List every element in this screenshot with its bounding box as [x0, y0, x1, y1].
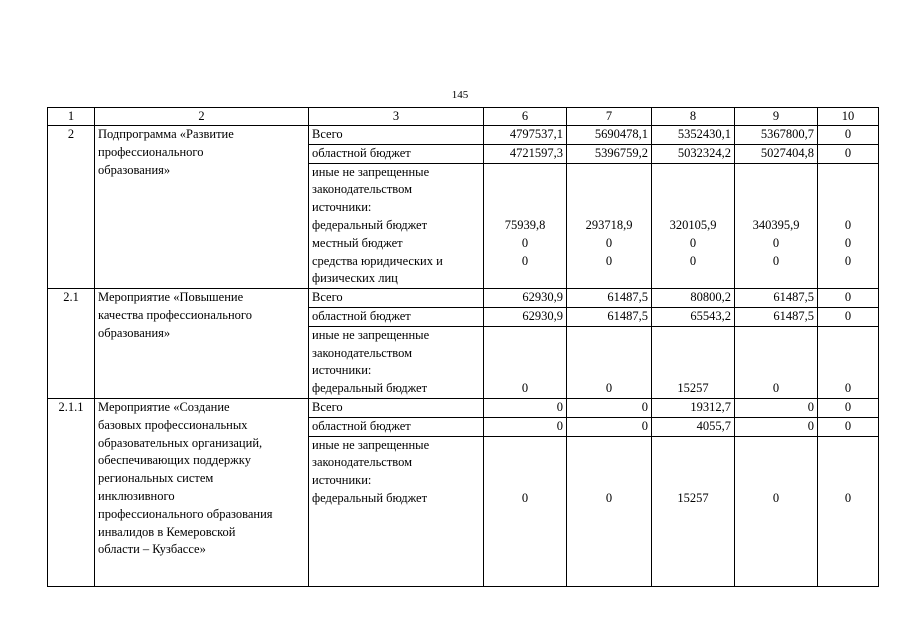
value-cell: 293718,9	[585, 217, 633, 232]
value-cell	[487, 181, 563, 199]
value-cell: 65543,2	[652, 307, 735, 326]
value-cell	[738, 270, 814, 288]
value-cell	[655, 454, 731, 472]
value-block	[652, 326, 735, 398]
value-cell: 0	[772, 235, 780, 250]
value-cell: 5027404,8	[735, 144, 818, 163]
value-cell	[738, 164, 814, 182]
value-cell	[570, 199, 648, 217]
value-cell: 0	[484, 398, 567, 417]
value-cell: 61487,5	[567, 289, 652, 308]
row-title-line: Мероприятие «Повышение	[98, 290, 244, 305]
value-cell	[821, 345, 875, 363]
value-cell	[738, 345, 814, 363]
column-header: 9	[735, 108, 818, 126]
value-cell	[821, 181, 875, 199]
source-label: источники:	[312, 363, 372, 378]
row-title-line: профессионального	[98, 144, 204, 159]
value-block	[567, 326, 652, 398]
value-cell	[655, 472, 731, 490]
value-cell	[655, 181, 731, 199]
value-block	[652, 436, 735, 586]
source-label: областной бюджет	[309, 307, 484, 326]
value-cell	[821, 270, 875, 288]
value-cell: 0	[772, 381, 780, 396]
column-header: 3	[309, 108, 484, 126]
table-row	[48, 289, 879, 308]
value-cell: 0	[844, 235, 852, 250]
value-cell	[570, 345, 648, 363]
column-header: 7	[567, 108, 652, 126]
source-label: законодательством	[312, 345, 413, 360]
value-cell: 0	[818, 126, 879, 145]
value-cell	[570, 164, 648, 182]
value-block	[818, 163, 879, 289]
row-title-line: Подпрограмма «Развитие	[98, 127, 234, 141]
value-cell: 0	[735, 417, 818, 436]
value-cell	[738, 472, 814, 490]
source-label: Всего	[309, 398, 484, 417]
value-block	[567, 163, 652, 289]
value-cell: 0	[818, 289, 879, 308]
value-cell	[655, 362, 731, 380]
page-number: 145	[451, 89, 469, 101]
value-block	[484, 436, 567, 586]
value-cell: 0	[605, 381, 613, 396]
value-cell: 0	[772, 490, 780, 505]
value-block	[735, 436, 818, 586]
source-label: Всего	[309, 289, 484, 308]
value-cell: 0	[818, 144, 879, 163]
value-cell: 0	[818, 307, 879, 326]
value-cell: 0	[521, 253, 529, 268]
value-cell: 0	[605, 253, 613, 268]
value-cell	[738, 327, 814, 345]
source-label: федеральный бюджет	[312, 490, 428, 505]
source-label: областной бюджет	[309, 144, 484, 163]
value-cell	[738, 362, 814, 380]
row-title-line: инвалидов в Кемеровской	[98, 524, 236, 539]
source-label: средства юридических и	[312, 253, 443, 268]
value-block	[818, 326, 879, 398]
column-header: 10	[818, 108, 879, 126]
value-cell: 19312,7	[652, 398, 735, 417]
value-block	[567, 436, 652, 586]
row-title-line: Мероприятие «Создание	[98, 399, 230, 414]
value-cell: 320105,9	[669, 217, 717, 232]
row-title-line: инклюзивного	[98, 488, 175, 503]
value-cell: 0	[735, 398, 818, 417]
value-cell	[738, 454, 814, 472]
row-title-line: образования»	[98, 325, 171, 340]
value-cell: 0	[521, 381, 529, 396]
value-cell: 0	[818, 398, 879, 417]
value-cell	[821, 327, 875, 345]
value-cell: 62930,9	[484, 289, 567, 308]
value-cell	[655, 345, 731, 363]
column-header: 6	[484, 108, 567, 126]
source-label: источники:	[312, 473, 372, 488]
value-cell	[487, 345, 563, 363]
value-cell	[570, 362, 648, 380]
source-label-block	[309, 163, 484, 289]
value-cell: 4797537,1	[484, 126, 567, 145]
value-cell: 0	[605, 235, 613, 250]
value-block	[652, 163, 735, 289]
value-cell	[821, 437, 875, 455]
row-number: 2	[48, 126, 95, 289]
value-cell	[655, 164, 731, 182]
table-body	[48, 126, 879, 587]
row-title-line: образования»	[98, 162, 171, 177]
value-cell: 5690478,1	[567, 126, 652, 145]
value-cell	[655, 199, 731, 217]
value-cell	[738, 181, 814, 199]
table-row	[48, 126, 879, 145]
row-title	[95, 289, 309, 399]
value-cell: 15257	[677, 381, 709, 396]
row-title	[95, 126, 309, 289]
source-label: федеральный бюджет	[312, 217, 428, 232]
value-cell	[570, 437, 648, 455]
source-label: иные не запрещенные	[312, 327, 430, 342]
value-cell: 75939,8	[504, 217, 546, 232]
table-row	[48, 398, 879, 417]
value-cell: 62930,9	[484, 307, 567, 326]
row-title-line: качества профессионального	[98, 307, 252, 322]
value-cell: 4721597,3	[484, 144, 567, 163]
value-cell: 0	[521, 235, 529, 250]
value-cell	[821, 472, 875, 490]
column-header: 2	[95, 108, 309, 126]
value-cell	[821, 199, 875, 217]
source-label: федеральный бюджет	[312, 381, 428, 396]
value-cell: 4055,7	[652, 417, 735, 436]
value-cell	[655, 270, 731, 288]
value-cell: 0	[605, 490, 613, 505]
source-label: иные не запрещенные	[312, 437, 430, 452]
header-row	[48, 108, 879, 126]
value-cell: 0	[689, 235, 697, 250]
value-cell	[570, 327, 648, 345]
source-label-block	[309, 326, 484, 398]
source-label: источники:	[312, 200, 372, 215]
value-cell	[655, 437, 731, 455]
source-label: областной бюджет	[309, 417, 484, 436]
value-cell	[570, 454, 648, 472]
value-cell	[821, 362, 875, 380]
value-cell: 0	[844, 217, 852, 232]
budget-table	[47, 107, 879, 587]
value-cell	[487, 199, 563, 217]
value-cell	[487, 164, 563, 182]
value-cell	[487, 472, 563, 490]
source-label: Всего	[309, 126, 484, 145]
row-title-line: региональных систем	[98, 471, 214, 486]
value-cell: 0	[484, 417, 567, 436]
row-number: 2.1	[48, 289, 95, 399]
value-cell: 0	[567, 417, 652, 436]
row-number: 2.1.1	[48, 398, 95, 586]
value-cell	[487, 362, 563, 380]
value-block	[735, 326, 818, 398]
value-cell	[655, 327, 731, 345]
value-cell: 5352430,1	[652, 126, 735, 145]
column-header: 1	[48, 108, 95, 126]
value-block	[484, 163, 567, 289]
value-cell	[821, 454, 875, 472]
source-label: иные не запрещенные	[312, 164, 430, 179]
value-cell: 80800,2	[652, 289, 735, 308]
value-cell: 61487,5	[567, 307, 652, 326]
source-label: законодательством	[312, 455, 413, 470]
value-cell: 61487,5	[735, 307, 818, 326]
value-cell	[487, 437, 563, 455]
value-cell	[738, 199, 814, 217]
source-label-block	[309, 436, 484, 586]
value-block	[818, 436, 879, 586]
value-cell: 15257	[677, 490, 709, 505]
row-title-line: профессионального образования	[98, 506, 273, 521]
value-cell	[738, 437, 814, 455]
row-title-line: образовательных организаций,	[98, 435, 263, 450]
value-block	[484, 326, 567, 398]
value-cell	[487, 327, 563, 345]
value-cell: 0	[772, 253, 780, 268]
value-cell	[821, 164, 875, 182]
value-cell	[570, 472, 648, 490]
row-title	[95, 398, 309, 586]
source-label: физических лиц	[312, 271, 398, 286]
row-title-line: базовых профессиональных	[98, 417, 248, 432]
value-cell: 0	[818, 417, 879, 436]
value-cell: 5032324,2	[652, 144, 735, 163]
value-cell	[487, 270, 563, 288]
row-title-line: области – Кузбассе»	[98, 542, 206, 557]
value-cell: 5396759,2	[567, 144, 652, 163]
column-header: 8	[652, 108, 735, 126]
value-cell: 0	[689, 253, 697, 268]
source-label: законодательством	[312, 182, 413, 197]
value-cell	[570, 270, 648, 288]
value-cell: 0	[521, 490, 529, 505]
value-cell: 0	[844, 490, 852, 505]
value-cell	[487, 454, 563, 472]
value-cell: 61487,5	[735, 289, 818, 308]
value-cell: 5367800,7	[735, 126, 818, 145]
row-title-line: обеспечивающих поддержку	[98, 453, 251, 468]
value-cell: 0	[844, 253, 852, 268]
source-label: местный бюджет	[312, 235, 403, 250]
value-cell: 0	[844, 381, 852, 396]
value-cell: 0	[567, 398, 652, 417]
value-block	[735, 163, 818, 289]
value-cell	[570, 181, 648, 199]
value-cell: 340395,9	[752, 217, 800, 232]
